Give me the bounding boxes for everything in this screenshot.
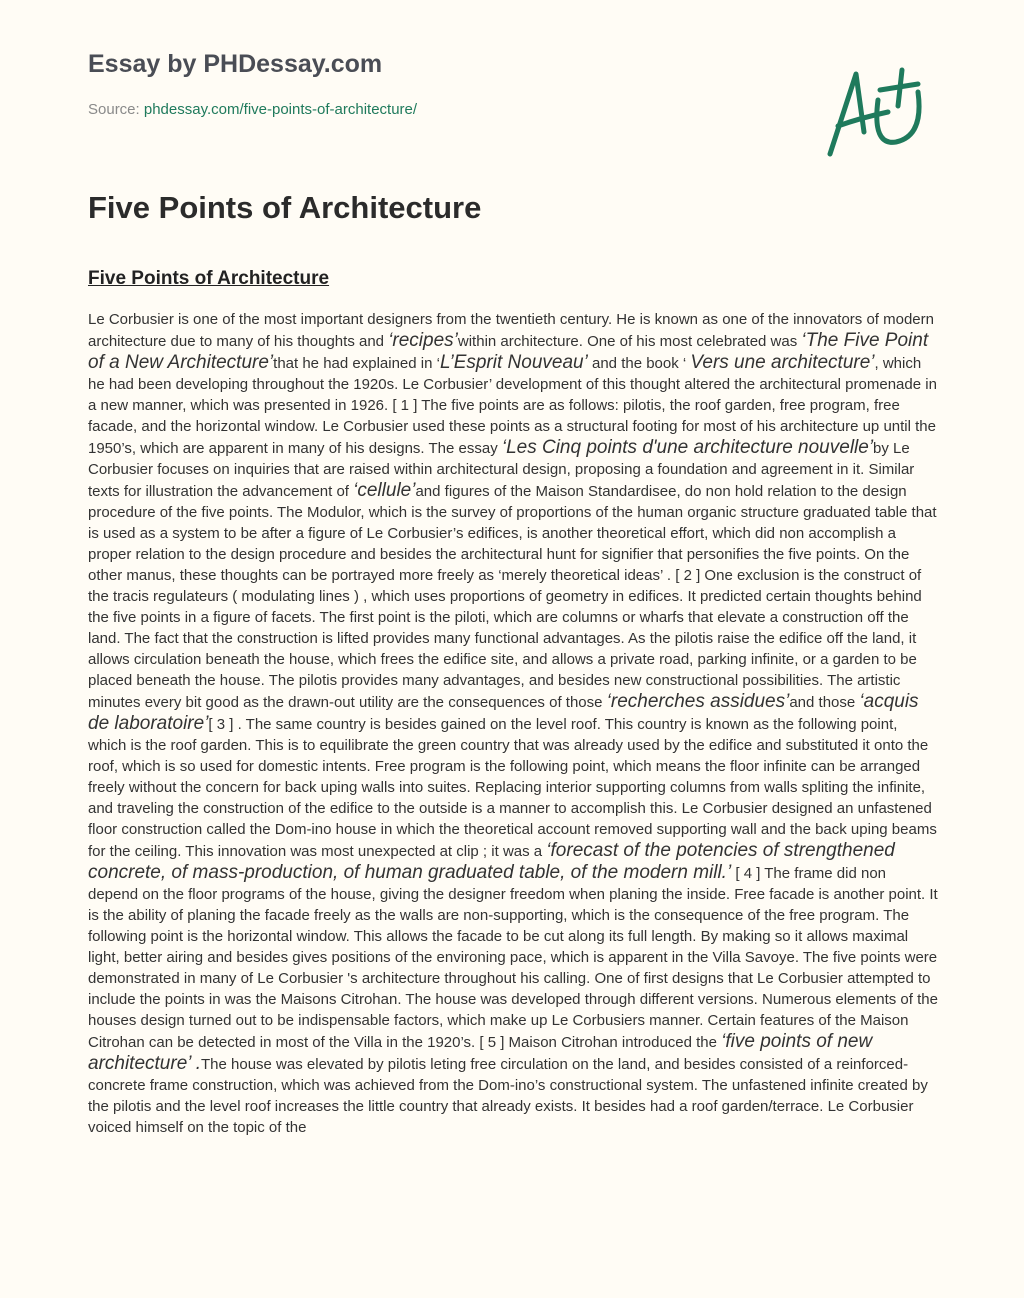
page-title: Five Points of Architecture <box>88 190 482 225</box>
essay-text: , which he had been developing throughout the 1920s. Le Corbusier’ development of this thought altered the architectural promenade in a new manner, which was presented in 1926. [ 1 ] The five points are as follows: pilotis, the roof garden, free program, free facade, and the horizontal window. Le Corbusier used these points as a structural footing for most of his architecture up until the 1950’s, which are apparent in many of his designs. The essay <box>88 355 937 457</box>
site-brand: Essay by PHDessay.com <box>88 50 383 78</box>
essay-text: [ 4 ] The frame did non depend on the floor programs of the house, giving the designer freedom when planing the inside. Free facade is another point. It is the ability of planing the facade freely as the walls are non-supporting, which is the consequence of the free program. The following point is the horizontal window. This allows the facade to be cut along its full length. By making so it allows maximal light, better airing and besides gives positions of the environing pace, which is apparent in the Villa Savoye. The five points were demonstrated in many of Le Corbusier 's architecture throughout his calling. One of first designs that Le Corbusier attempted to include the points in was the Maisons Citrohan. The house was developed through different versions. Numerous elements of the houses design turned out to be indispensable factors, which make up Le Corbusiers manner. Certain features of the Maison Citrohan can be detected in most of the Villa in the 1920’s. [ 5 ] Maison Citrohan introduced the <box>88 865 938 1051</box>
italic-quote: ‘The Five Point of a New Architecture’ <box>88 330 929 373</box>
essay-body <box>88 309 938 1253</box>
source-link[interactable]: phdessay.com/five-points-of-architecture/ <box>143 101 418 118</box>
essay-text: [ 3 ] . The same country is besides gained on the level roof. This country is known as the following point, which is the roof garden. This is to equilibrate the green country that was already used by the edifice and substituted it onto the roof, which is so used for domestic intents. Free program is the following point, which means the floor infinite can be arranged freely without the concern for back uping walls into suites. Replacing interior supporting columns from walls spliting the infinite, and traveling the construction of the edifice to the outside is a manner to accomplish this. Le Corbusier designed an unfastened floor construction called the Dom-ino house in which the theoretical account removed supporting wall and the back uping beams for the ceiling. This innovation was most unexpected at clip ; it was a <box>88 716 937 860</box>
italic-quote: ‘Les Cinq points d'une architecture nouvelle’ <box>501 437 874 458</box>
a-plus-logo-icon <box>820 62 930 162</box>
section-heading: Five Points of Architecture <box>88 268 330 289</box>
italic-quote: ‘cellule’ <box>353 480 416 501</box>
italic-quote: Vers une architecture’ <box>690 352 875 373</box>
italic-quote: ‘acquis de laboratoire’ <box>88 691 919 734</box>
essay-text: Le Corbusier is one of the most important designers from the twentieth century. He is known as one of the innovators of modern architecture due to many of his thoughts and <box>88 311 934 350</box>
source-label: Source: <box>88 101 140 118</box>
essay-text: and those <box>789 694 860 711</box>
italic-quote: ‘forecast of the potencies of strengthened concrete, of mass-production, of human graduated table, of the modern mill.’ <box>88 840 895 883</box>
essay-text: The house was elevated by pilotis leting free circulation on the land, and besides consisted of a reinforced-concrete frame construction, which was achieved from the Dom-ino’s constructional system. The unfastened infinite created by the pilotis and the level roof increases the little country that already exists. It besides had a roof garden/terrace. Le Corbusier voiced himself on the topic of the <box>88 1056 928 1136</box>
italic-quote: ‘five points of new architecture’ . <box>88 1031 873 1074</box>
essay-text: and figures of the Maison Standardisee, do non hold relation to the design procedure of the five points. The Modulor, which is the survey of proportions of the human organic structure graduated table that is used as a system to be after a figure of Le Corbusier’s edifices, is another theoretical effort, which did non accomplish a proper relation to the design procedure and besides the architectural hunt for signifier that personifies the five points. On the other manus, these thoughts can be portrayed more freely as ‘merely theoretical ideas’ . [ 2 ] One exclusion is the construct of the tracis regulateurs ( modulating lines ) , which uses proportions of geometry in edifices. It predicted certain thoughts behind the five points in a figure of facets. The first point is the piloti, which are columns or wharfs that elevate a construction off the land. The fact that the construction is lifted provides many functional advantages. As the pilotis raise the edifice off the land, it allows circulation beneath the house, which frees the edifice site, and allows a private road, parking infinite, or a garden to be placed beneath the house. The pilotis provides many advantages, and besides new constructional possibilities. The artistic minutes every bit good as the drawn-out utility are the consequences of those <box>88 483 937 711</box>
essay-text: and the book ‘ <box>587 355 691 372</box>
essay-text: within architecture. One of his most celebrated was <box>457 333 802 350</box>
source-line <box>88 101 417 118</box>
essay-text: by Le Corbusier focuses on inquiries that are raised within architectural design, proposing a foundation and agreement in it. Similar texts for illustration the advancement of <box>88 440 915 500</box>
italic-quote: L’Esprit Nouveau’ <box>439 352 588 373</box>
italic-quote: ‘recherches assidues’ <box>606 691 790 712</box>
italic-quote: ‘recipes’ <box>388 330 458 351</box>
essay-text: that he had explained in ‘ <box>273 355 440 372</box>
